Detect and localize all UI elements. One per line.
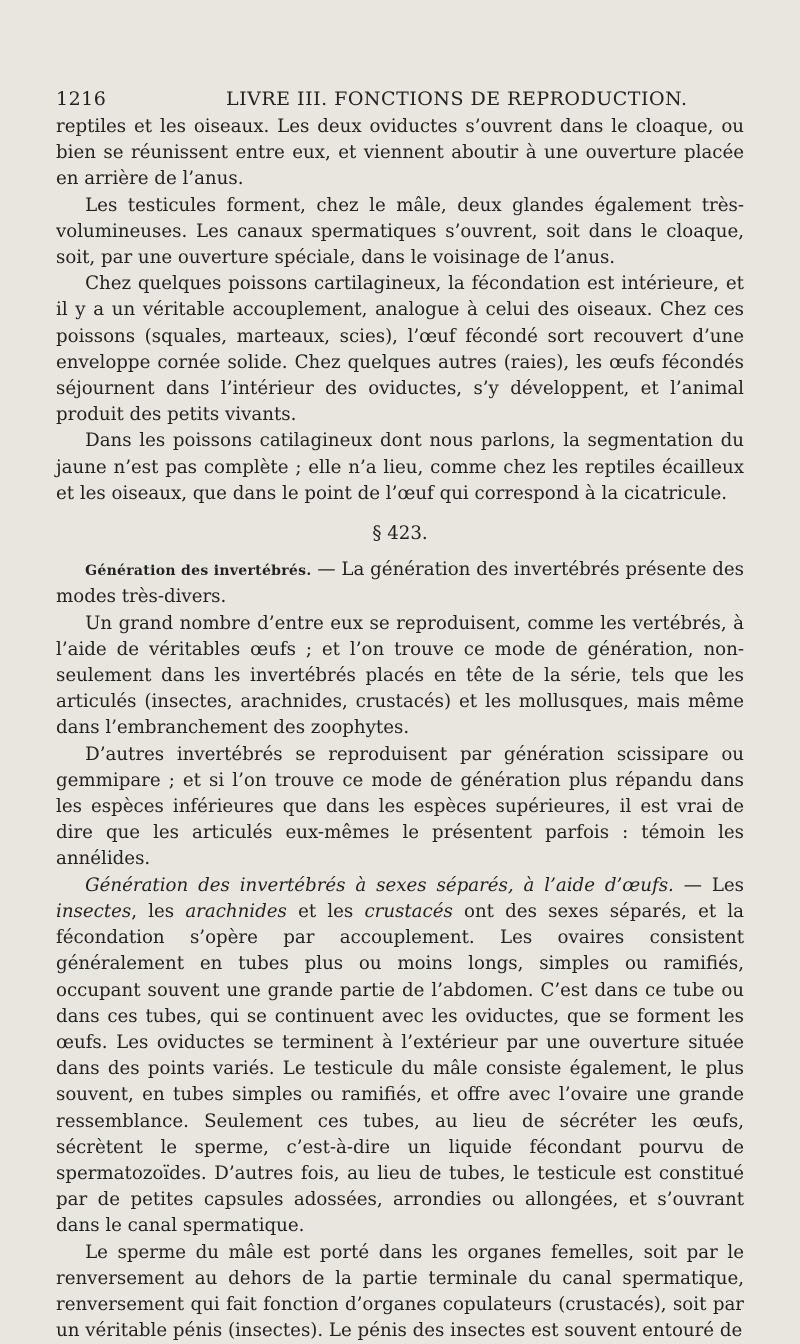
body-text — [56, 114, 744, 1344]
running-header — [56, 88, 744, 110]
page-number: 1216 — [56, 88, 107, 110]
section-lead-text: — La génération des invertébrés présente des modes très-divers. — [56, 559, 745, 608]
text-run: , les — [131, 900, 186, 922]
text-run: ont des sexes séparés, et la fécondation s’opère par accouplement. Les ovaires consistent généralement en tubes plus ou moins longs, simples ou ramifiés, occupant souvent une grande partie de l’abdomen. C’est dans ce tube ou dans ces tubes, qui se continuent avec les oviductes, que se forment les œufs. Les oviductes se terminent à l’extérieur par une ouverture située dans des points variés. Le testicule du mâle consiste également, le plus souvent, en tubes simples ou ramifiés, et offre avec l’ovaire une grande ressemblance. Seulement ces tubes, au lieu de sécréter les œufs, sécrètent le sperme, c’est-à-dire un liquide fécondant pourvu de spermatozoïdes. D’autres fois, au lieu de tubes, le testicule est constitué par de petites capsules adossées, arrondies ou allongées, et s’ouvrant dans le canal spermatique. — [56, 900, 744, 1237]
section-number: § 423. — [372, 523, 428, 545]
italic-term: arachnides — [185, 900, 287, 922]
section-lead-paragraph — [56, 557, 744, 610]
text-run: — Les — [673, 874, 744, 896]
italic-term: insectes — [56, 900, 132, 922]
paragraph: Le sperme du mâle est porté dans les organes femelles, soit par le renversement au dehors de la partie terminale du canal spermatique, renversement qui fait fonction d’organes copulateurs (crustacés), soit par un véritable pénis (insectes). Le pénis des insectes est souvent entouré de — [56, 1241, 744, 1342]
section-lead-title: Génération des invertébrés. — [85, 563, 312, 580]
paragraph: Dans les poissons catilagineux dont nous parlons, la segmentation du jaune n’est pas complète ; elle n’a lieu, comme chez les reptiles écailleux et les oiseaux, que dans le point de l’œuf qui correspond à la cicatricule. — [56, 430, 744, 504]
paragraph: Les testicules forment, chez le mâle, deux glandes également très-volumineuses. Les canaux spermatiques s’ouvrent, soit dans le cloaque, soit, par une ouverture spéciale, dans le voisinage de l’anus. — [56, 194, 744, 269]
italic-term: crustacés — [364, 900, 453, 922]
italic-heading: Génération des invertébrés à sexes séparés, à l’aide d’œufs. — [85, 874, 674, 896]
text-run: et les — [286, 900, 365, 922]
paragraph: Un grand nombre d’entre eux se reproduisent, comme les vertébrés, à l’aide de véritables œufs ; et l’on trouve ce mode de génération, non-seulement dans les invertébrés placés en tête de la série, tels que les articulés (insectes, arachnides, crustacés) et les mollusques, mais même dans l’embranchement des zoophytes. — [56, 612, 744, 739]
paragraph: D’autres invertébrés se reproduisent par génération scissipare ou gemmipare ; et si l’on trouve ce mode de génération plus répandu dans les espèces inférieures que dans les espèces supérieures, il est vrai de dire que les articulés eux-mêmes le présentent parfois : témoin les annélides. — [56, 743, 744, 870]
paragraph-sexes — [56, 873, 744, 1240]
paragraph: reptiles et les oiseaux. Les deux oviductes s’ouvrent dans le cloaque, ou bien se réunissent entre eux, et viennent aboutir à une ouverture placée en arrière de l’anus. — [56, 116, 744, 190]
paragraph: Chez quelques poissons cartilagineux, la fécondation est intérieure, et il y a un véritable accouplement, analogue à celui des oiseaux. Chez ces poissons (squales, marteaux, scies), l’œuf fécondé sort recouvert d’une enveloppe cornée solide. Chez quelques autres (raies), les œufs fécondés séjournent dans l’intérieur des oviductes, s’y développent, et l’animal produit des petits vivants. — [56, 273, 744, 426]
running-title: LIVRE III. FONCTIONS DE REPRODUCTION. — [226, 88, 688, 110]
